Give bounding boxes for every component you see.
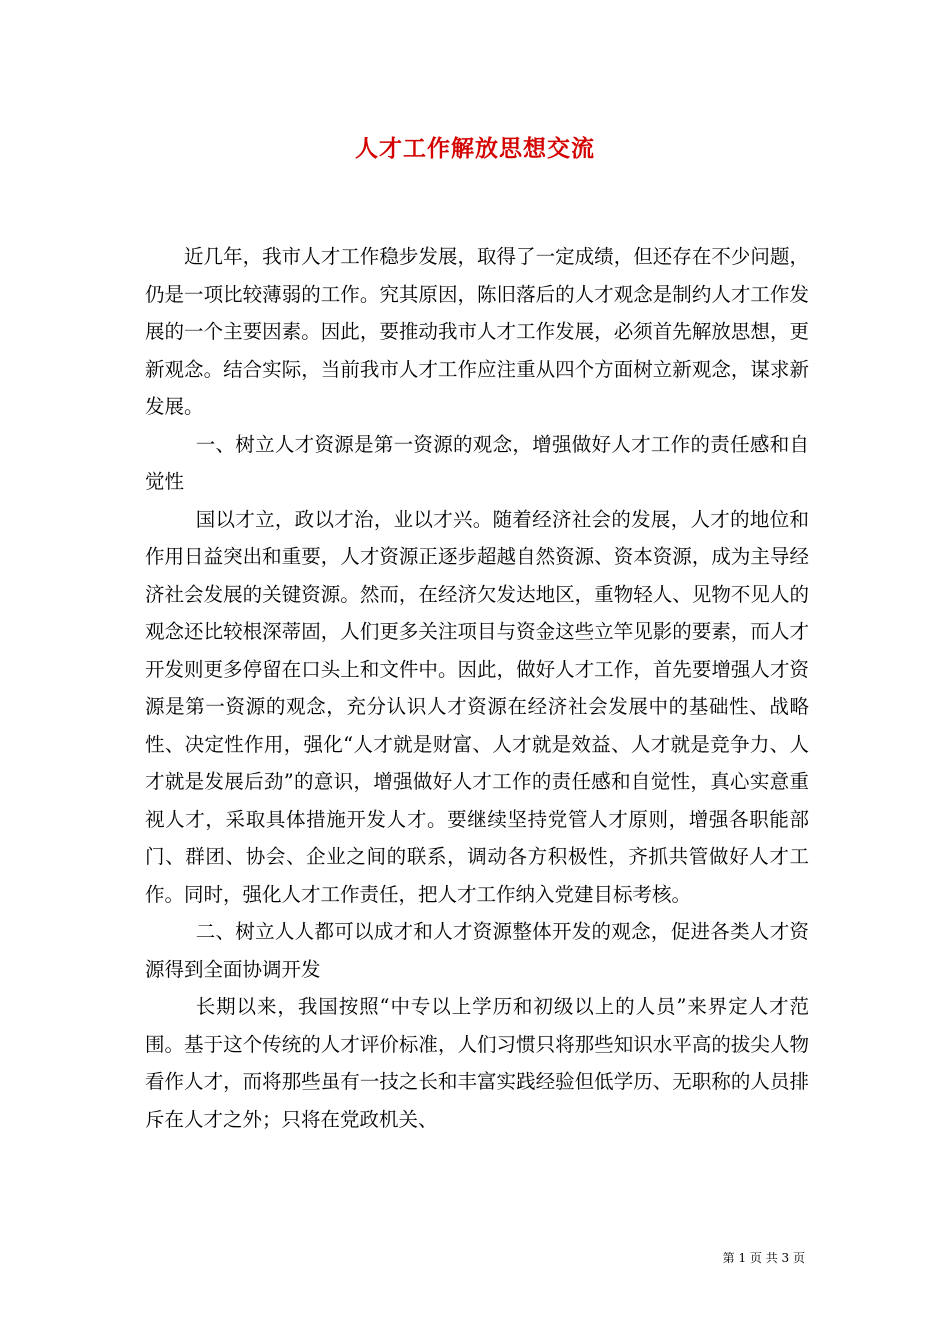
section-heading-1: 一、树立人才资源是第一资源的观念，增强做好人才工作的责任感和自觉性: [145, 432, 809, 493]
document-title: 人才工作解放思想交流: [355, 135, 595, 162]
document-body: [145, 238, 809, 1138]
paragraph-intro: 近几年，我市人才工作稳步发展，取得了一定成绩，但还存在不少问题，仍是一项比较薄弱的工作。究其原因，陈旧落后的人才观念是制约人才工作发展的一个主要因素。因此，要推动我市人才工作发展，必须首先解放思想，更新观念。结合实际，当前我市人才工作应注重从四个方面树立新观念，谋求新发展。: [145, 245, 809, 418]
section-heading-2: 二、树立人人都可以成才和人才资源整体开发的观念，促进各类人才资源得到全面协调开发: [145, 920, 809, 981]
paragraph-section-1: 国以才立，政以才治，业以才兴。随着经济社会的发展，人才的地位和作用日益突出和重要，人才资源正逐步超越自然资源、资本资源，成为主导经济社会发展的关键资源。然而，在经济欠发达地区，重物轻人、见物不见人的观念还比较根深蒂固，人们更多关注项目与资金这些立竿见影的要素，而人才开发则更多停留在口头上和文件中。因此，做好人才工作，首先要增强人才资源是第一资源的观念，充分认识人才资源在经济社会发展中的基础性、战略性、决定性作用，强化“人才就是财富、人才就是效益、人才就是竞争力、人才就是发展后劲”的意识，增强做好人才工作的责任感和自觉性，真心实意重视人才，采取具体措施开发人才。要继续坚持党管人才原则，增强各职能部门、群团、协会、企业之间的联系，调动各方积极性，齐抓共管做好人才工作。同时，强化人才工作责任，把人才工作纳入党建目标考核。: [145, 507, 809, 906]
paragraph-section-2: 长期以来，我国按照“中专以上学历和初级以上的人员”来界定人才范围。基于这个传统的人才评价标准，人们习惯只将那些知识水平高的拔尖人物看作人才，而将那些虽有一技之长和丰富实践经验但低学历、无职称的人员排斥在人才之外；只将在党政机关、: [145, 995, 809, 1131]
page-number-footer: 第 1 页 共 3 页: [722, 1251, 805, 1265]
